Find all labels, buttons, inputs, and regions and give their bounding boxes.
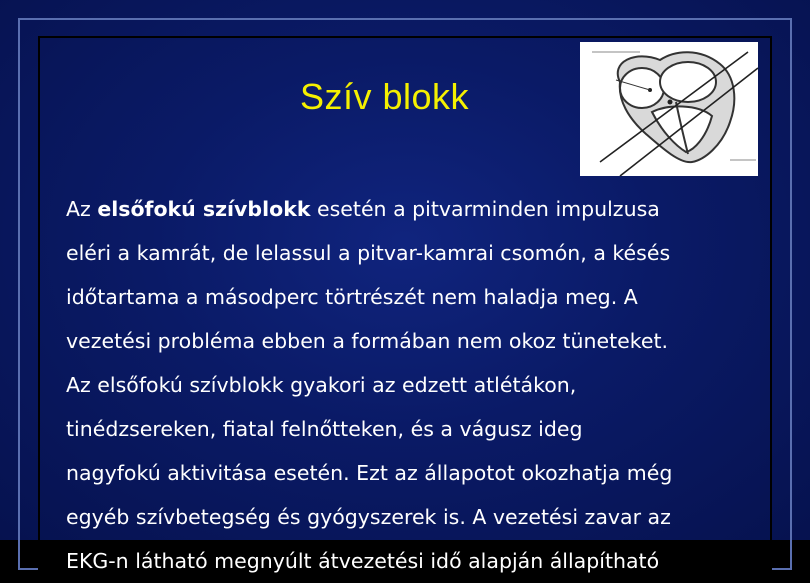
slide-title: Szív blokk [300,76,470,117]
bold-term: elsőfokú szívblokk [97,197,311,221]
text-line: nagyfokú aktivitása esetén. Ezt az állapotot okozhatja még [66,461,673,485]
text-line: EKG-n látható megnyúlt átvezetési idő alapján állapítható [66,549,660,573]
text-prefix: Az [66,197,98,221]
text-line [66,187,766,231]
text-line: Az elsőfokú szívblokk gyakori az edzett atlétákon, [66,373,577,397]
text-line: vezetési probléma ebben a formában nem okoz tüneteket. [66,329,669,353]
text-line: időtartama a másodperc törtrészét nem haladja meg. A [66,285,638,309]
text-line: egyéb szívbetegség és gyógyszerek is. A vezetési zavar az [66,505,671,529]
heart-diagram-image [580,42,758,176]
text-line: tinédzsereken, fiatal felnőtteken, és a vágusz ideg [66,417,583,441]
text-line: eléri a kamrát, de lelassul a pitvar-kamrai csomón, a késés [66,241,671,265]
text-suffix: esetén a pitvarminden impulzusa [310,197,660,221]
slide-body-text [66,187,766,583]
